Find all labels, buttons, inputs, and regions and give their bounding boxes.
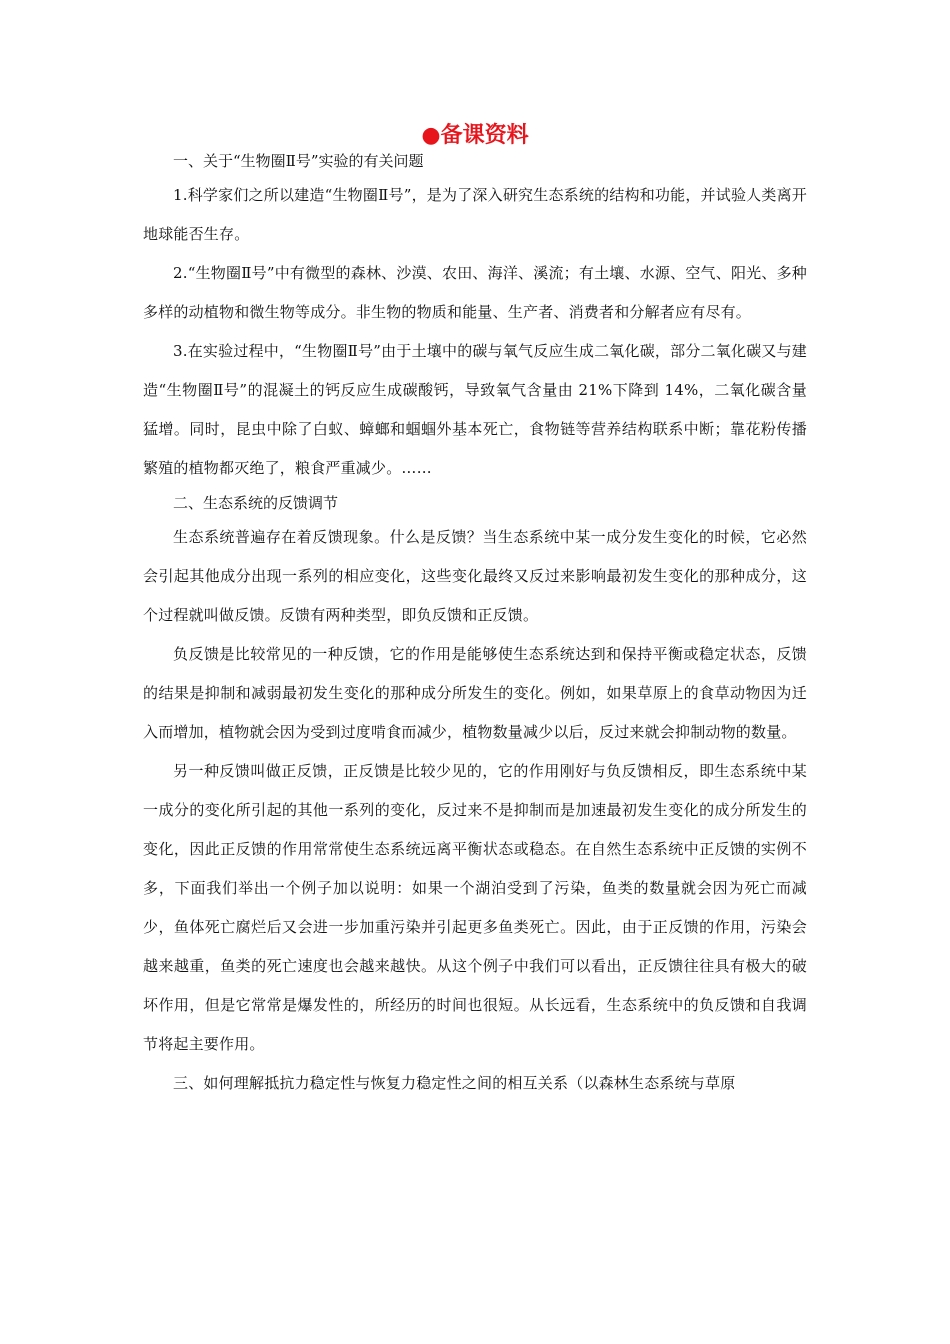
page-title: ●备课资料 [421,123,529,148]
paragraph-3: 3.在实验过程中，“生物圈Ⅱ号”由于土壤中的碳与氧气反应生成二氧化碳，部分二氧化碳又与建造“生物圈Ⅱ号”的混凝土的钙反应生成碳酸钙，导致氧气含量由 21%下降到 14%，二氧化碳含量猛增。同时，昆虫中除了白蚁、蟑螂和蝈蝈外基本死亡，食物链等营养结构联系中断；靠花粉传播繁殖的植物都灭绝了，粮食严重减少。…… [143,342,807,477]
paragraph-4: 生态系统普遍存在着反馈现象。什么是反馈？当生态系统中某一成分发生变化的时候，它必然会引起其他成分出现一系列的相应变化，这些变化最终又反过来影响最初发生变化的那种成分，这个过程就叫做反馈。反馈有两种类型，即负反馈和正反馈。 [143,528,807,624]
document-body [143,146,807,1103]
paragraph-6: 另一种反馈叫做正反馈，正反馈是比较少见的，它的作用刚好与负反馈相反，即生态系统中某一成分的变化所引起的其他一系列的变化，反过来不是抑制而是加速最初发生变化的成分所发生的变化，因此正反馈的作用常常使生态系统远离平衡状态或稳态。在自然生态系统中正反馈的实例不多，下面我们举出一个例子加以说明：如果一个湖泊受到了污染，鱼类的数量就会因为死亡而减少，鱼体死亡腐烂后又会进一步加重污染并引起更多鱼类死亡。因此，由于正反馈的作用，污染会越来越重，鱼类的死亡速度也会越来越快。从这个例子中我们可以看出，正反馈往往具有极大的破坏作用，但是它常常是爆发性的，所经历的时间也很短。从长远看，生态系统中的负反馈和自我调节将起主要作用。 [143,762,807,1053]
paragraph-5: 负反馈是比较常见的一种反馈，它的作用是能够使生态系统达到和保持平衡或稳定状态，反馈的结果是抑制和减弱最初发生变化的那种成分所发生的变化。例如，如果草原上的食草动物因为迁入而增加，植物就会因为受到过度啃食而减少，植物数量减少以后，反过来就会抑制动物的数量。 [143,645,807,741]
section-heading-2: 二、生态系统的反馈调节 [173,494,339,512]
paragraph-1: 1.科学家们之所以建造“生物圈Ⅱ号”，是为了深入研究生态系统的结构和功能，并试验人类离开地球能否生存。 [143,186,807,243]
section-heading-1: 一、关于“生物圈Ⅱ号”实验的有关问题 [173,152,424,170]
paragraph-2: 2.“生物圈Ⅱ号”中有微型的森林、沙漠、农田、海洋、溪流；有土壤、水源、空气、阳光、多种多样的动植物和微生物等成分。非生物的物质和能量、生产者、消费者和分解者应有尽有。 [143,264,807,321]
section-heading-3: 三、如何理解抵抗力稳定性与恢复力稳定性之间的相互关系（以森林生态系统与草原 [173,1074,736,1092]
